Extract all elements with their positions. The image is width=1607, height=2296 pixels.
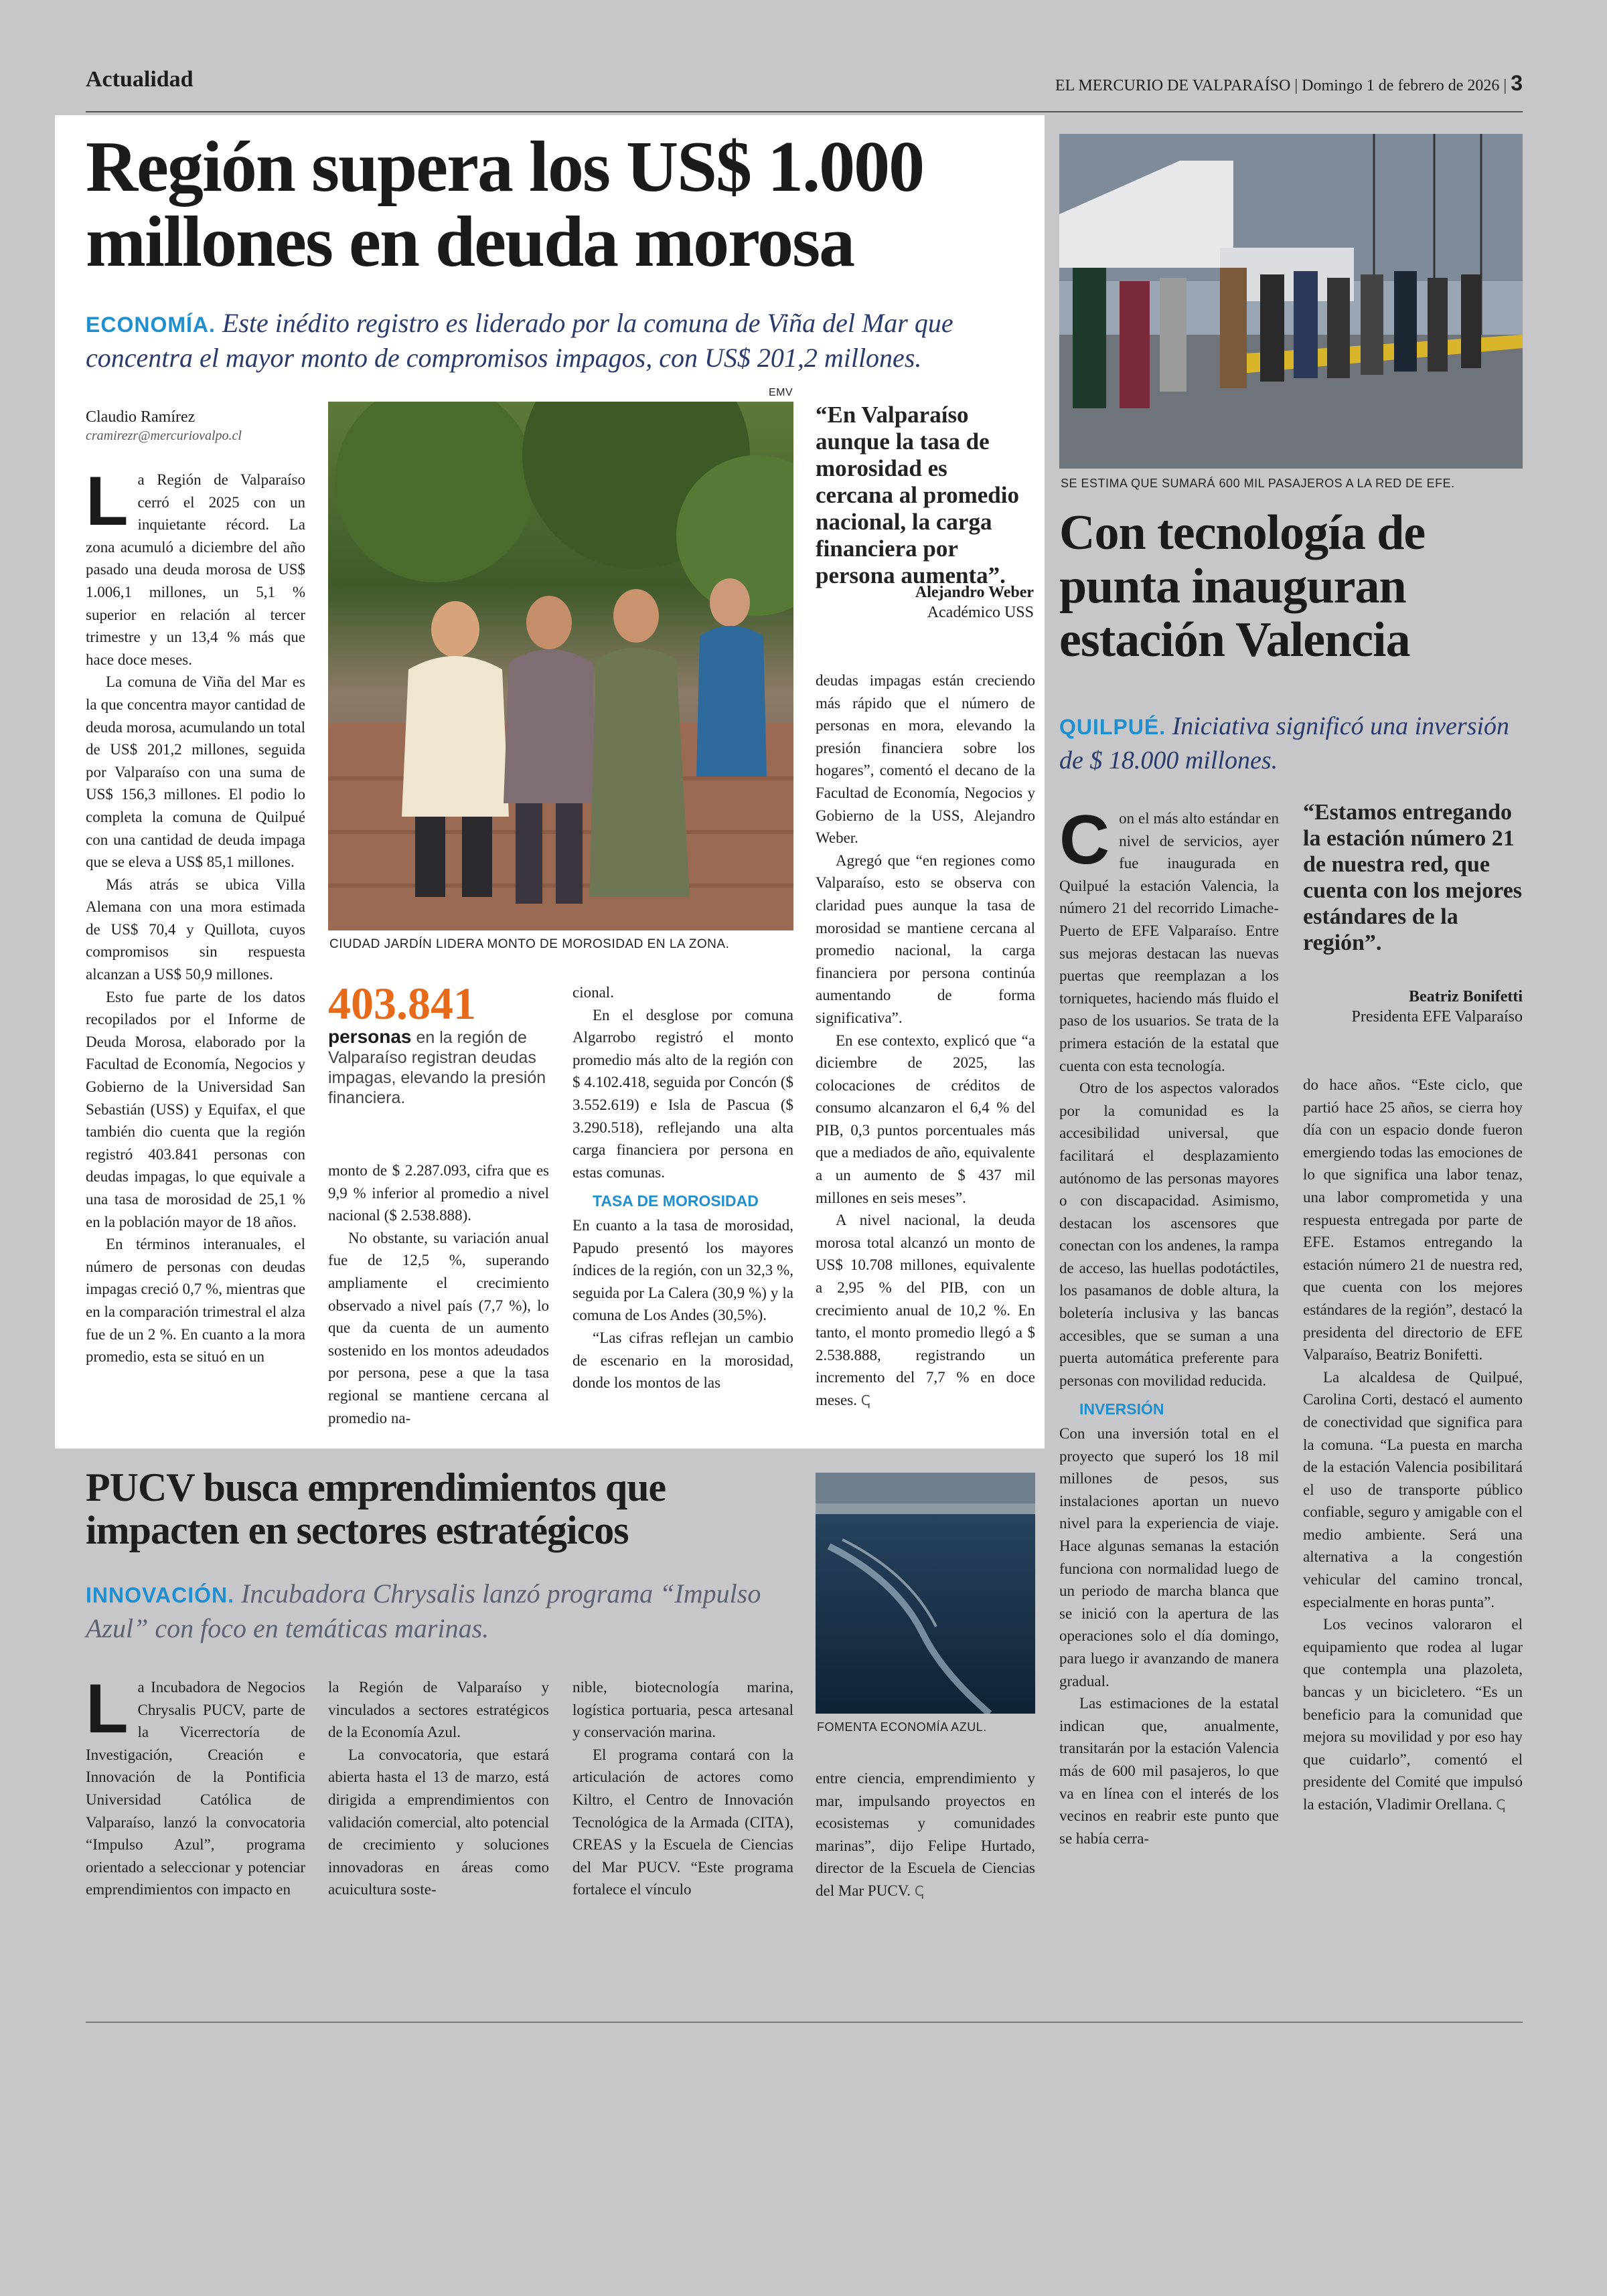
paragraph: En cuanto a la tasa de morosidad, Papudo presentó los mayores índices de la región, con un 32,3 %, seguida por La Calera (30,9 %) y la comuna de Los Andes (30,5%).: [572, 1216, 793, 1324]
lead-photo-caption: CIUDAD JARDÍN LIDERA MONTO DE MOROSIDAD EN LA ZONA.: [329, 937, 730, 951]
footer-rule: [86, 2022, 1523, 2023]
masthead-separator: |: [1294, 77, 1298, 94]
quote-role: Académico USS: [927, 604, 1034, 621]
lead-column-1: [86, 463, 305, 1368]
dropcap: C: [1059, 801, 1110, 879]
end-mark-icon: ↅ: [914, 1882, 924, 1899]
page-number: 3: [1511, 71, 1523, 95]
valencia-photo-caption: SE ESTIMA QUE SUMARÁ 600 MIL PASAJEROS A LA RED DE EFE.: [1061, 477, 1455, 490]
valencia-column-2: [1303, 1074, 1523, 1817]
valencia-quote-attribution: [1303, 987, 1523, 1027]
pucv-headline: PUCV busca emprendimientos que impacten en sectores estratégicos: [86, 1465, 666, 1552]
paragraph: La convocatoria, que estará abierta hasta el 13 de marzo, está dirigida a emprendimientos con validación comercial, alto potencial de crecimiento y soluciones innovadoras en áreas como acuicultura soste-: [328, 1746, 549, 1898]
byline-author: Claudio Ramírez: [86, 408, 196, 426]
lead-deck: [86, 307, 1037, 375]
paragraph: Con una inversión total en el proyecto que superó los 18 mil millones de pesos, sus instalaciones aportan un nuevo nivel para la experiencia de viaje. Hace algunas semanas la estación funciona con normalidad luego de un periodo de marcha blanca que se inició con la apertura de las operaciones solo el día domingo, para luego ir avanzando de manera gradual.: [1059, 1425, 1279, 1690]
pucv-kicker: INNOVACIÓN.: [86, 1583, 234, 1607]
pucv-column-1: [86, 1670, 305, 1901]
paragraph: Otro de los aspectos valorados por la comunidad es la accesibilidad universal, que facilitará el desplazamiento autónomo de las personas mayores o con discapacidad. Asimismo, destacan los ascensores que conectan con los andenes, la rampa de acceso, las huellas podotáctiles, los pasamanos de doble altura, la boletería inclusiva y las bancas accesibles, que se suman a una puerta automática preferente para personas con movilidad reducida.: [1059, 1080, 1279, 1389]
lead-headline: Región supera los US$ 1.000 millones en deuda morosa: [86, 127, 924, 282]
paragraph: a Región de Valparaíso cerró el 2025 con un inquietante récord. La zona acumuló a diciembre del año pasado una deuda morosa de US$ 1.006,1 millones, un 5,1 % superior en relación al tercer trimestre y un 13,4 % más que hace doce meses.: [86, 471, 305, 668]
paragraph: la Región de Valparaíso y vinculados a sectores estratégicos de la Economía Azul.: [328, 1679, 549, 1741]
paragraph: “Las cifras reflejan un cambio de escenario en la morosidad, donde los montos de las: [572, 1329, 793, 1392]
issue-date: Domingo 1 de febrero de 2026: [1302, 77, 1500, 94]
paragraph: monto de $ 2.287.093, cifra que es 9,9 % inferior al promedio a nivel nacional ($ 2.538.888).: [328, 1162, 549, 1224]
pucv-photo-caption: FOMENTA ECONOMÍA AZUL.: [817, 1720, 987, 1734]
masthead: [1055, 71, 1523, 96]
paragraph-text: A nivel nacional, la deuda morosa total alcanzó un monto de US$ 10.708 millones, equivalente a 2,95 % del PIB, con un crecimiento anual de 10,2 %. En tanto, el monto promedio llegó a $ 2.538.888, registrando un incremento del 7,7 % en doce meses.: [816, 1212, 1035, 1408]
stat-number: 403.841: [328, 978, 476, 1029]
paragraph: En el desglose por comuna Algarrobo registró el monto promedio más alto de la región con $ 4.102.418, seguida por Concón ($ 3.552.619) e Isla de Pascua ($ 3.290.518), reflejando una alta carga financiera por persona en estas comunas.: [572, 1006, 793, 1181]
dropcap: L: [86, 1670, 129, 1748]
paragraph: on el más alto estándar en nivel de servicios, ayer fue inaugurada en Quilpué la estación Valencia, la número 21 del recorrido Limache-Puerto de EFE Valparaíso. Entre sus mejoras destacan las nuevas puertas que reemplazan a los torniquetes, haciendo más fluido el paso de los usuarios. Se trata de la primera estación de la estatal que cuenta con esta tecnología.: [1059, 810, 1279, 1074]
stat-description: [328, 1027, 556, 1108]
paragraph: En ese contexto, explicó que “a diciembre de 2025, las colocaciones de créditos de consumo alcanzaron el 6,4 % del PIB, 0,3 puntos porcentuales más que a mediados de año, equivalente a un aumento de $ 437 mil millones en seis meses”.: [816, 1032, 1035, 1206]
paragraph: La alcaldesa de Quilpué, Carolina Corti, destacó el aumento de conectividad que significa para la comuna. “La puesta en marcha de la estación Valencia posibilitará el uso de transporte público confiable, seguro y amigable con el medio ambiente. Será una alternativa a la congestión vehicular del camino troncal, especialmente en horas punta”.: [1303, 1368, 1523, 1611]
lead-column-3: [572, 981, 793, 1394]
pucv-photo: [816, 1473, 1035, 1714]
quote-author: Beatriz Bonifetti: [1409, 988, 1523, 1005]
pucv-deck-text: Incubadora Chrysalis lanzó programa “Impulso Azul” con foco en temáticas marinas.: [86, 1578, 761, 1643]
subheading: INVERSIÓN: [1079, 1400, 1164, 1418]
pucv-column-4: [816, 1767, 1035, 1903]
paragraph: a Incubadora de Negocios Chrysalis PUCV, parte de la Vicerrectoría de Investigación, Creación e Innovación de la Pontificia Universidad Católica de Valparaíso, lanzó la convocatoria “Impulso Azul”, programa orientado a seleccionar y potenciar emprendimientos con impacto en: [86, 1679, 305, 1898]
paragraph: [816, 1209, 1035, 1412]
pucv-column-2: [328, 1676, 549, 1901]
lead-pull-quote: “En Valparaíso aunque la tasa de morosidad es cercana al promedio nacional, la carga financiera por persona aumenta”.: [816, 402, 1019, 588]
paragraph: Más atrás se ubica Villa Alemana con una mora estimada de US$ 70,4 y Quillota, cuyos compromisos sin respuesta alcanzan a US$ 50,9 millones.: [86, 876, 305, 983]
pucv-photo-image: [816, 1473, 1035, 1714]
valencia-photo-image: [1059, 134, 1523, 469]
lead-kicker: ECONOMÍA.: [86, 313, 216, 337]
valencia-photo: [1059, 134, 1523, 469]
pucv-column-3: [572, 1676, 793, 1901]
end-mark-icon: ↅ: [860, 1392, 870, 1408]
lead-deck-text: Este inédito registro es liderado por la comuna de Viña del Mar que concentra el mayor monto de compromisos impagos, con US$ 201,2 millones.: [86, 308, 953, 373]
paragraph: El programa contará con la articulación de actores como Kiltro, el Centro de Innovación Tecnológica de la Armada (CITA), CREAS y la Escuela de Ciencias del Mar PUCV. “Este programa fortalece el vínculo: [572, 1746, 793, 1898]
paragraph: La comuna de Viña del Mar es la que concentra mayor cantidad de deuda morosa, acumulando un total de US$ 201,2 millones, seguida por Valparaíso con una suma de US$ 156,3 millones. El podio lo completa la comuna de Quilpué con una cantidad de deuda impaga que se eleva a US$ 85,1 millones.: [86, 673, 305, 871]
stat-label: personas: [328, 1026, 412, 1047]
lead-photo-image: [328, 402, 793, 930]
valencia-column-1: [1059, 801, 1279, 1850]
quote-role: Presidenta EFE Valparaíso: [1351, 1008, 1523, 1026]
valencia-pull-quote: “Estamos entregando la estación número 21 de nuestra red, que cuenta con los mejores estándares de la región”.: [1303, 800, 1523, 955]
byline-email[interactable]: cramirezr@mercuriovalpo.cl: [86, 428, 242, 443]
paragraph: Agregó que “en regiones como Valparaíso, esto se observa con claridad pues aunque la tasa de morosidad se mantiene cercana al promedio nacional, la carga financiera por persona continúa aumentando de forma significativa”.: [816, 851, 1035, 1026]
lead-quote-attribution: [816, 582, 1034, 623]
valencia-kicker: QUILPUÉ.: [1059, 715, 1166, 739]
section-label: Actualidad: [86, 67, 194, 92]
paragraph: nible, biotecnología marina, logística portuaria, pesca artesanal y conservación marina.: [572, 1679, 793, 1741]
end-mark-icon: ↅ: [1496, 1797, 1506, 1813]
paragraph-text: entre ciencia, emprendimiento y mar, impulsando proyectos en ecosistemas y comunidades marinas”, dijo Felipe Hurtado, director de la Escuela de Ciencias del Mar PUCV.: [816, 1770, 1035, 1899]
masthead-separator: |: [1503, 77, 1507, 94]
dropcap: L: [86, 463, 129, 540]
lead-column-4: [816, 669, 1035, 1412]
lead-photo: [328, 402, 793, 930]
paragraph: do hace años. “Este ciclo, que partió hace 25 años, se cierra hoy día con un espacio donde fueron emergiendo todas las emociones de lo que significa una labor tenaz, una labor comprometida y una respuesta entregada por parte de EFE. Estamos entregando la estación número 21 de nuestra red, que cuenta con los mejores estándares de la región”, destacó la presidenta del directorio de EFE Valparaíso, Beatriz Bonifetti.: [1303, 1076, 1523, 1364]
header-rule: [86, 111, 1523, 112]
pucv-deck: [86, 1577, 789, 1645]
subheading: TASA DE MOROSIDAD: [593, 1192, 759, 1210]
paragraph-text: Los vecinos valoraron el equipamiento que rodea al lugar que contempla una plazoleta, bancas y un bicicletero. “Es un beneficio para la comunidad que mejora su movilidad y por eso hay que cuidarlo”, comentó el presidente del Comité que impulsó la estación, Vladimir Orellana.: [1303, 1616, 1523, 1813]
paragraph: cional.: [572, 984, 614, 1001]
valencia-deck-text: Iniciativa significó una inversión de $ 18.000 millones.: [1059, 712, 1510, 774]
paragraph: [1303, 1613, 1523, 1816]
paragraph: Esto fue parte de los datos recopilados por el Informe de Deuda Morosa, elaborado por la Facultad de Economía, Negocios y Gobierno de la Universidad San Sebastián (USS) y Equifax, el que también dio cuenta que la región registró 403.841 personas con deudas impagas, lo que equivale a una tasa de morosidad de 25,1 % en la población mayor de 18 años.: [86, 988, 305, 1230]
paragraph: En términos interanuales, el número de personas con deudas impagas creció 0,7 %, mientras que en la comparación trimestral el alza fue de un 2 %. En cuanto a la mora promedio, esta se situó en un: [86, 1236, 305, 1366]
newspaper-name: EL MERCURIO DE VALPARAÍSO: [1055, 77, 1291, 94]
paragraph: deudas impagas están creciendo más rápido que el número de personas en mora, elevando la presión financiera sobre los hogares”, comentó el decano de la Facultad de Economía, Negocios y Gobierno de la USS, Alejandro Weber.: [816, 672, 1035, 847]
lead-column-2: [328, 1159, 549, 1429]
stat-text: en la región de Valparaíso registran deudas impagas, elevando la presión financiera.: [328, 1028, 546, 1107]
paragraph: Las estimaciones de la estatal indican que, anualmente, transitarán por la estación Valencia más de 600 mil pasajeros, lo que va en línea con el interés de los vecinos en reabrir este punto que se había cerra-: [1059, 1695, 1279, 1847]
paragraph: [816, 1767, 1035, 1903]
paragraph: No obstante, su variación anual fue de 12,5 %, superando ampliamente el crecimiento observado a nivel país (7,7 %), lo que da cuenta de un aumento sostenido en los montos adeudados por persona, pese a que la tasa regional se mantiene cercana al promedio na-: [328, 1229, 549, 1426]
valencia-headline: Con tecnología de punta inauguran estación Valencia: [1059, 505, 1426, 667]
lead-photo-credit: EMV: [769, 387, 793, 398]
quote-author: Alejandro Weber: [915, 584, 1034, 601]
valencia-deck: [1059, 710, 1515, 777]
